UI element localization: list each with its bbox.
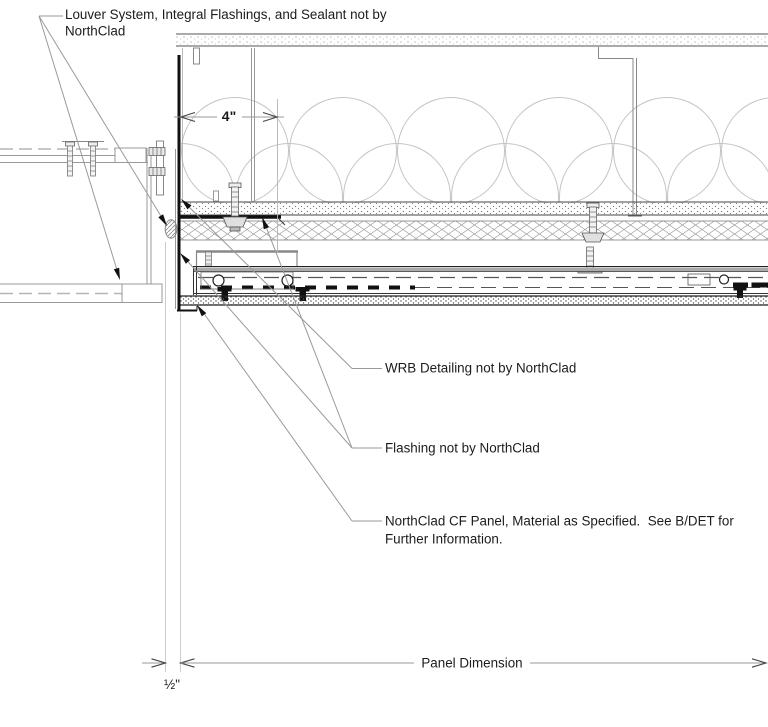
sealant-joint: [165, 220, 177, 238]
dim-half-text: ½": [164, 677, 180, 692]
dimension-panel: [181, 656, 766, 671]
panel-dimension-text: Panel Dimension: [421, 655, 523, 671]
louver-note-line1: Louver System, Integral Flashings, and Sealant not by: [65, 7, 387, 22]
wrb-note: WRB Detailing not by NorthClad: [385, 360, 577, 376]
panel-note-line1: NorthClad CF Panel, Material as Specified. See B/DET for: [385, 513, 734, 529]
sheathing-wrb-board: [178, 202, 768, 215]
batt-insulation: [181, 48, 768, 203]
dim-4in-text: 4": [221, 108, 237, 124]
arrow-sealant: [158, 214, 167, 226]
louver-note-line2: NorthClad: [65, 23, 126, 39]
flashing-note: Flashing not by NorthClad: [385, 440, 540, 456]
panel-note-line2: Further Information.: [385, 531, 503, 547]
cf-panel: [178, 296, 768, 305]
louver-frame: [0, 141, 164, 303]
arrow-louver: [114, 268, 120, 280]
deck-strip: [176, 34, 768, 46]
